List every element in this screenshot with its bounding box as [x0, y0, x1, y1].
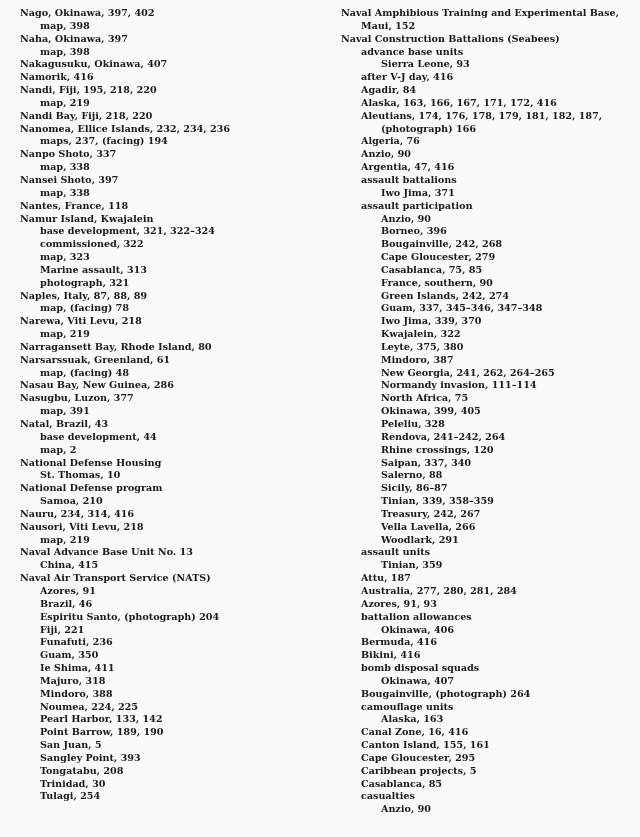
index-subentry: Point Barrow, 189, 190	[40, 727, 164, 739]
index-subentry: Espiritu Santo, (photograph) 204	[40, 611, 220, 623]
index-heading: Nanpo Shoto, 337	[20, 149, 117, 161]
index-heading: Nausori, Viti Levu, 218	[20, 521, 144, 533]
index-subentry: map, 391	[40, 406, 90, 418]
index-subentry: Marine assault, 313	[40, 264, 147, 276]
index-subentry: commissioned, 322	[40, 239, 144, 251]
index-heading: Nasugbu, Luzon, 377	[20, 393, 134, 405]
index-subentry: assault participation	[361, 200, 473, 212]
index-subentry: Leyte, 375, 380	[381, 341, 464, 353]
index-subentry: map, 323	[40, 252, 90, 264]
index-subentry: map, 2	[40, 444, 77, 456]
index-subentry: Funafuti, 236	[40, 637, 113, 649]
index-subentry: map, 219	[40, 329, 90, 341]
index-subentry: Alaska, 163	[381, 714, 444, 726]
index-subentry: Azores, 91, 93	[361, 598, 437, 610]
index-heading: Naval Advance Base Unit No. 13	[20, 547, 193, 559]
index-subentry: Anzio, 90	[381, 213, 431, 225]
index-subentry: map, 219	[40, 97, 90, 109]
index-subentry: Casablanca, 75, 85	[381, 264, 483, 276]
index-heading: Naples, Italy, 87, 88, 89	[20, 290, 148, 302]
index-subentry: Azores, 91	[40, 585, 96, 597]
index-subentry: map, 398	[40, 20, 90, 32]
index-subentry: Salerno, 88	[381, 470, 443, 482]
index-subentry: Canal Zone, 16, 416	[361, 727, 469, 739]
index-subentry: New Georgia, 241, 262, 264–265	[381, 367, 555, 379]
index-subentry: Mindoro, 388	[40, 688, 113, 700]
index-subentry: map, 338	[40, 187, 90, 199]
index-subentry: Algeria, 76	[361, 136, 420, 148]
index-subentry: assault units	[361, 547, 431, 559]
index-subentry: advance base units	[361, 46, 464, 58]
index-heading: Narragansett Bay, Rhode Island, 80	[20, 341, 212, 353]
index-subentry: Okinawa, 406	[381, 624, 455, 636]
index-subentry: camouflage units	[361, 701, 454, 713]
index-subentry: Anzio, 90	[361, 149, 411, 161]
index-subentry: Majuro, 318	[40, 675, 106, 687]
index-subentry: Okinawa, 407	[381, 675, 455, 687]
index-subentry: Brazil, 46	[40, 598, 93, 610]
index-subentry: Alaska, 163, 166, 167, 171, 172, 416	[361, 97, 557, 109]
index-subentry: Bikini, 416	[361, 650, 421, 662]
index-subentry: Rhine crossings, 120	[381, 444, 494, 456]
index-heading: Nakagusuku, Okinawa, 407	[20, 59, 168, 71]
index-subentry: Attu, 187	[361, 573, 411, 585]
index-subentry: Sicily, 86–87	[381, 483, 448, 495]
index-subentry: Mindoro, 387	[381, 354, 454, 366]
index-subentry: Australia, 277, 280, 281, 284	[361, 585, 517, 597]
index-subentry: Bougainville, 242, 268	[381, 239, 503, 251]
index-subentry: China, 415	[40, 560, 99, 572]
index-subentry: Agadir, 84	[361, 85, 417, 97]
index-subentry: Casablanca, 85	[361, 778, 443, 790]
index-column-right	[341, 8, 627, 817]
index-subentry: map, (facing) 48	[40, 367, 130, 379]
index-subentry: Cape Gloucester, 279	[381, 252, 496, 264]
index-subentry: Tinian, 339, 358–359	[381, 496, 494, 508]
index-subentry: map, 219	[40, 534, 90, 546]
index-heading: Nansei Shoto, 397	[20, 174, 119, 186]
index-subentry: Guam, 350	[40, 650, 99, 662]
index-subentry: San Juan, 5	[40, 740, 102, 752]
index-subentry: photograph, 321	[40, 277, 130, 289]
index-subentry: Tinian, 359	[381, 560, 443, 572]
index-subentry: Noumea, 224, 225	[40, 701, 139, 713]
index-heading: Namorik, 416	[20, 72, 94, 84]
index-subentry: Tongatabu, 208	[40, 765, 124, 777]
index-subentry: base development, 44	[40, 431, 157, 443]
index-subentry: Ie Shima, 411	[40, 663, 115, 675]
index-heading: National Defense program	[20, 483, 163, 495]
index-subentry: Iwo Jima, 371	[381, 187, 455, 199]
index-heading: Nago, Okinawa, 397, 402	[20, 8, 155, 19]
index-heading: Nauru, 234, 314, 416	[20, 508, 135, 520]
index-subentry: map, 338	[40, 162, 90, 174]
index-heading: Nasau Bay, New Guinea, 286	[20, 380, 174, 392]
index-subentry: Fiji, 221	[40, 624, 85, 636]
index-heading: Naha, Okinawa, 397	[20, 33, 128, 45]
index-subentry: Samoa, 210	[40, 496, 103, 508]
index-heading: Narewa, Viti Levu, 218	[20, 316, 142, 328]
index-subentry: Green Islands, 242, 274	[381, 290, 510, 302]
index-subentry: Aleutians, 174, 176, 178, 179, 181, 182, 187, (photograph) 166	[361, 110, 603, 135]
index-subentry: Treasury, 242, 267	[381, 508, 481, 520]
index-subentry: Canton Island, 155, 161	[361, 740, 490, 752]
index-subentry: Pearl Harbor, 133, 142	[40, 714, 163, 726]
index-heading: Nantes, France, 118	[20, 200, 129, 212]
index-subentry: assault battalions	[361, 174, 457, 186]
index-subentry: Guam, 337, 345–346, 347–348	[381, 303, 543, 315]
index-subentry: France, southern, 90	[381, 277, 493, 289]
index-subentry: Argentia, 47, 416	[361, 162, 455, 174]
index-subentry: St. Thomas, 10	[40, 470, 121, 482]
index-subentry: Iwo Jima, 339, 370	[381, 316, 482, 328]
index-heading: Nanomea, Ellice Islands, 232, 234, 236	[20, 123, 230, 135]
index-subentry: Okinawa, 399, 405	[381, 406, 481, 418]
index-subentry: Peleliu, 328	[381, 419, 445, 430]
index-subentry: Bermuda, 416	[361, 637, 438, 649]
index-subentry: map, (facing) 78	[40, 303, 130, 315]
index-subentry: North Africa, 75	[381, 393, 469, 405]
index-subentry: Borneo, 396	[381, 226, 447, 238]
index-column-left	[20, 8, 316, 804]
index-subentry: Saipan, 337, 340	[381, 457, 472, 469]
index-subentry: Sangley Point, 393	[40, 752, 141, 764]
index-subentry: Kwajalein, 322	[381, 329, 461, 341]
index-heading: Naval Air Transport Service (NATS)	[20, 573, 211, 585]
index-subentry: Tulagi, 254	[40, 791, 101, 803]
index-heading: Namur Island, Kwajalein	[20, 213, 154, 225]
index-subentry: casualties	[361, 791, 415, 803]
index-subentry: Rendova, 241–242, 264	[381, 431, 506, 443]
index-subentry: Cape Gloucester, 295	[361, 752, 476, 764]
index-subentry: Woodlark, 291	[381, 534, 459, 546]
index-subentry: Sierra Leone, 93	[381, 59, 470, 71]
index-subentry: bomb disposal squads	[361, 663, 480, 675]
index-subentry: Trinidad, 30	[40, 778, 106, 790]
index-heading: National Defense Housing	[20, 457, 162, 469]
index-heading: Naval Construction Battalions (Seabees)	[341, 33, 560, 45]
index-subentry: battalion allowances	[361, 611, 472, 623]
index-subentry: Bougainville, (photograph) 264	[361, 688, 531, 700]
index-heading: Narsarssuak, Greenland, 61	[20, 354, 171, 366]
index-subentry: Normandy invasion, 111–114	[381, 380, 537, 392]
index-heading: Naval Amphibious Training and Experimental Base, Maui, 152	[341, 8, 619, 32]
index-subentry: base development, 321, 322–324	[40, 226, 215, 238]
index-subentry: Vella Lavella, 266	[381, 521, 476, 533]
index-heading: Natal, Brazil, 43	[20, 419, 109, 430]
index-subentry: after V-J day, 416	[361, 72, 454, 84]
index-subentry: map, 398	[40, 46, 90, 58]
index-heading: Nandi, Fiji, 195, 218, 220	[20, 85, 157, 97]
index-heading: Nandi Bay, Fiji, 218, 220	[20, 110, 153, 122]
index-subentry: maps, 237, (facing) 194	[40, 136, 168, 148]
index-subentry: Anzio, 90	[381, 804, 431, 816]
index-subentry: Caribbean projects, 5	[361, 765, 477, 777]
